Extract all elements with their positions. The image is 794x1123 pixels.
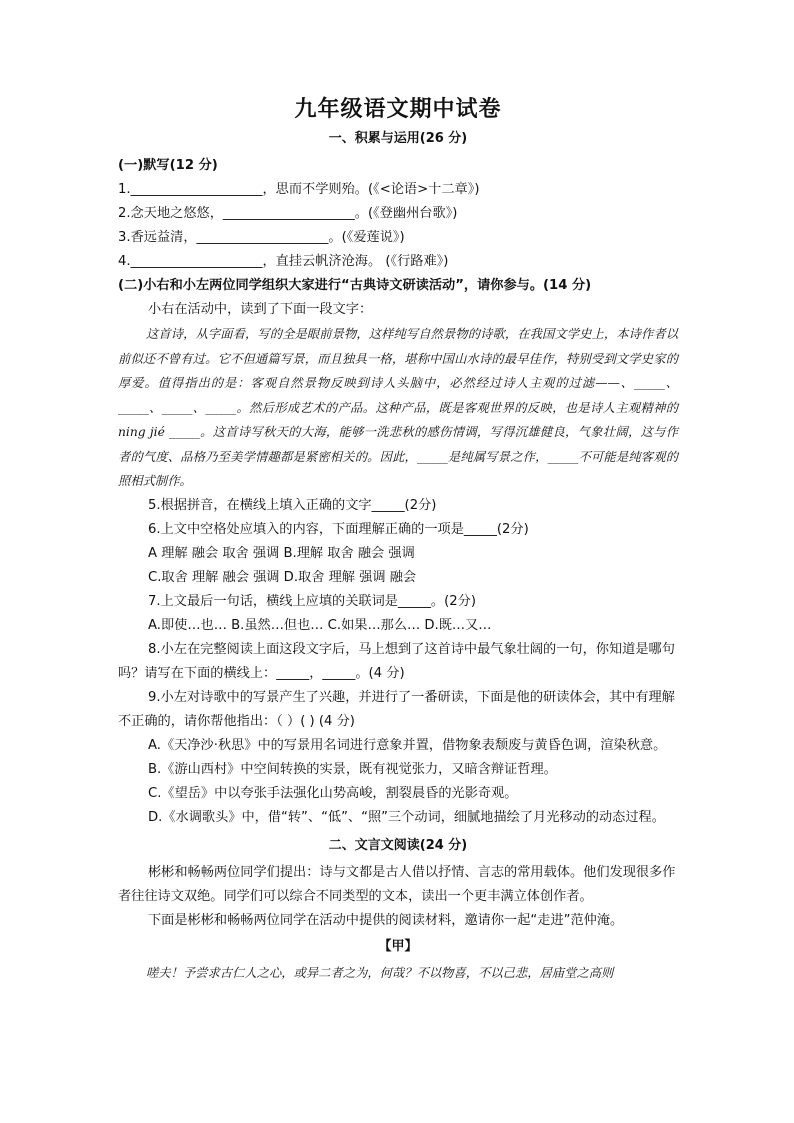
question-9-option-a: A.《天净沙·秋思》中的写景用名词进行意象并置，借物象表颓废与黄昏色调，渲染秋意。 xyxy=(148,737,667,753)
classical-text-jia: 嗟夫！予尝求古仁人之心，或异二者之为，何哉？不以物喜，不以己悲，居庙堂之高则 xyxy=(146,965,614,980)
question-8: 8.小左在完整阅读上面这段文字后，马上想到了这首诗中最气象壮阔的一句，你知道是哪句吗？请写在下面的横线上：_____，_____。(4 分) xyxy=(118,641,675,681)
question-9-option-b: B.《游山西村》中空间转换的实景，既有视觉张力，又暗含辩证哲理。 xyxy=(148,761,557,777)
intro-text: 小右在活动中，读到了下面一段文字： xyxy=(148,302,373,317)
question-9-option-c: C.《望岳》中以夸张手法强化山势高峻，割裂晨昏的光影奇观。 xyxy=(148,785,518,801)
question-7-options: A.即使…也… B.虽然…但也… C.如果…那么… D.既…又… xyxy=(148,617,492,633)
question-3: 3.香远益清，____________________。(《爱莲说》) xyxy=(118,230,405,245)
page-title: 九年级语文期中试卷 xyxy=(294,96,502,122)
section-heading-2: 二、文言文阅读(24 分) xyxy=(328,837,468,853)
exam-page xyxy=(118,92,678,985)
question-1: 1.____________________，思而不学则殆。(《<论语>十二章》) xyxy=(118,182,480,197)
material-jia-label: 【甲】 xyxy=(378,938,418,954)
part1-heading: (一)默写(12 分) xyxy=(118,158,218,173)
section2-paragraph-1: 彬彬和畅畅两位同学们提出：诗与文都是古人借以抒情、言志的常用载体。他们发现很多作者往往诗文双绝。同学们可以综合不同类型的文本，读出一个更丰满立体创作者。 xyxy=(118,864,676,904)
question-6: 6.上文中空格处应填入的内容，下面理解正确的一项是_____(2分) xyxy=(148,521,529,537)
question-2: 2.念天地之悠悠，____________________。(《登幽州台歌》) xyxy=(118,206,458,221)
question-5: 5.根据拼音，在横线上填入正确的文字_____(2分) xyxy=(148,497,437,513)
question-9: 9.小左对诗歌中的写景产生了兴趣，并进行了一番研读，下面是他的研读体会，其中有理解不正确的，请你帮他指出：（ ）( ) (4 分) xyxy=(118,689,675,729)
section2-paragraph-2: 下面是彬彬和畅畅两位同学在活动中提供的阅读材料，邀请你一起“走进”范仲淹。 xyxy=(148,912,624,928)
question-4: 4.____________________，直挂云帆济沧海。 (《行路难》) xyxy=(118,254,449,269)
reading-passage: 这首诗，从字面看，写的全是眼前景物，这样纯写自然景物的诗歌，在我国文学史上，本诗作者以前似还不曾有过。它不但通篇写景，而且独具一格，堪称中国山水诗的最早佳作，特别受到文学史家的厚爱。值得指出的是：客观自然景物反映到诗人头脑中，必然经过诗人主观的过滤——、_____、_____、_____、_____。然后形成艺术的产品。这种产品，既是客观世界的反映，也是诗人主观精神的 ning jié _____。这首诗写秋天的大海，能够一洗悲秋的感伤情调，写得沉雄健良，气象壮阔，这与作者的气度、品格乃至美学情趣都是紧密相关的。因此，_____是纯属写景之作，_____不可能是纯客观的照相式制作。 xyxy=(118,327,678,488)
section-heading-1: 一、积累与运用(26 分) xyxy=(328,131,468,146)
question-7: 7.上文最后一句话，横线上应填的关联词是_____。(2分) xyxy=(148,593,476,609)
question-6-options-ab: A 理解 融会 取舍 强调 B.理解 取舍 融会 强调 xyxy=(148,545,415,561)
question-6-options-cd: C.取舍 理解 融会 强调 D.取舍 理解 强调 融会 xyxy=(148,569,417,585)
part2-heading: (二)小右和小左两位同学组织大家进行“古典诗文研读活动”，请你参与。(14 分) xyxy=(118,278,592,293)
question-9-option-d: D.《水调歌头》中，借“转”、“低”、“照”三个动词，细腻地描绘了月光移动的动态过程。 xyxy=(148,809,665,825)
